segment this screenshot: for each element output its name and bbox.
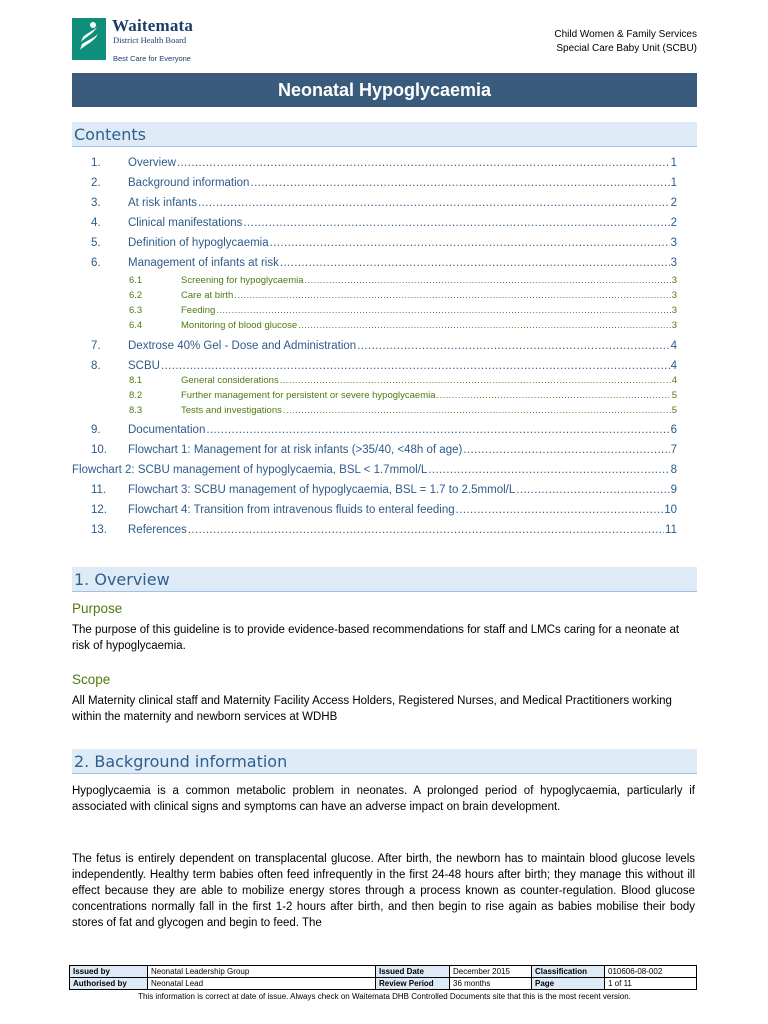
toc-leader [280,375,671,386]
review-period-value: 36 months [450,978,532,990]
toc-item-background[interactable] [91,177,677,193]
toc-subitem-feeding[interactable] [129,305,677,319]
toc-page: 9 [670,484,677,496]
toc-number: 1. [91,157,101,169]
toc-leader [177,157,670,169]
table-row [70,966,697,978]
toc-item-references[interactable] [91,524,677,540]
authorised-by-value: Neonatal Lead [148,978,376,990]
toc-number: 4. [91,217,101,229]
toc-page: 10 [664,504,677,516]
toc-label: Definition of hypoglycaemia [128,237,269,249]
toc-page: 1 [670,157,677,169]
toc-page: 8 [670,464,677,476]
toc-subitem-monitoring[interactable] [129,320,677,334]
toc-leader [206,424,669,436]
logo-subtitle: District Health Board [113,35,187,45]
logo [72,16,212,66]
toc-item-scbu[interactable] [91,360,677,376]
scope-text: All Maternity clinical staff and Maternity Facility Access Holders, Registered Nurses, and Medical Practitioners working within the maternity and newborn services at WDHB [72,695,672,723]
toc-label: Flowchart 3: SCBU management of hypoglycaemia, BSL = 1.7 to 2.5mmol/L [128,484,516,496]
toc-number: 3. [91,197,101,209]
table-row [70,978,697,990]
toc-item-definition[interactable] [91,237,677,253]
department-line-2: Special Care Baby Unit (SCBU) [556,43,697,54]
issued-by-label: Issued by [70,966,148,978]
toc-number: 11. [91,484,107,496]
toc-number: 12. [91,504,107,516]
toc-label: Management of infants at risk [128,257,279,269]
toc-page: 3 [671,305,677,316]
page-header [72,16,697,68]
page-label: Page [532,978,605,990]
toc-label: Screening for hypoglycaemia [181,275,304,286]
toc-page: 4 [670,360,677,372]
background-heading: 2. Background information [72,749,697,774]
authorised-by-label: Authorised by [70,978,148,990]
toc-label: Overview [128,157,176,169]
toc-number: 8.1 [129,375,143,386]
toc-item-overview[interactable] [91,157,677,173]
toc-number: 6. [91,257,101,269]
toc-number: 7. [91,340,101,352]
toc-subitem-general-considerations[interactable] [129,375,677,389]
toc-label: Background information [128,177,250,189]
toc-leader [516,484,669,496]
toc-leader [280,257,670,269]
toc-label: Monitoring of blood glucose [181,320,298,331]
purpose-heading: Purpose [72,601,123,616]
toc-subitem-further-management[interactable] [129,390,677,404]
toc-leader [283,405,671,416]
toc-page: 3 [671,275,677,286]
logo-name: Waitemata [112,16,194,35]
toc-label: Feeding [181,305,216,316]
toc-label: Tests and investigations [181,405,282,416]
toc-page: 2 [670,197,677,209]
toc-item-flowchart-4[interactable] [91,504,677,520]
toc-item-dextrose-gel[interactable] [91,340,677,356]
background-paragraph-2: The fetus is entirely dependent on transplacental glucose. After birth, the newborn has to maintain blood glucose levels independently. Healthy term babies often feed infrequently in the first 24-48 hours after birth; they manage this without ill effect because they are able to mobilize energy stores through a process known as counter-regulation. Blood glucose concentrations normally fall in the first 1-2 hours after birth, and then begin to rise again as babies mobilise their body stores of fat and glycogen and begin to feed. The [72,853,695,929]
toc-page: 1 [670,177,677,189]
toc-label: General considerations [181,375,279,386]
contents-heading: Contents [72,122,697,147]
document-control-table [69,965,697,990]
toc-item-documentation[interactable] [91,424,677,440]
toc-subitem-care-at-birth[interactable] [129,290,677,304]
toc-number: 13. [91,524,107,536]
toc-leader [298,320,671,331]
toc-number: 8. [91,360,101,372]
toc-number: 6.1 [129,275,143,286]
background-paragraph-1: Hypoglycaemia is a common metabolic problem in neonates. A prolonged period of hypoglycaemia, particularly if associated with clinical signs and symptoms can have an adverse impact on brain development. [72,785,695,813]
toc-page: 4 [670,340,677,352]
toc-page: 11 [665,524,677,536]
toc-item-at-risk-infants[interactable] [91,197,677,213]
toc-label: Clinical manifestations [128,217,243,229]
toc-label: Care at birth [181,290,234,301]
toc-number: 8.2 [129,390,143,401]
toc-label: Further management for persistent or severe hypoglycaemia [181,390,436,401]
toc-number: 6.3 [129,305,143,316]
toc-page: 5 [671,390,677,401]
toc-leader [357,340,669,352]
toc-item-clinical-manifestations[interactable] [91,217,677,233]
toc-label: Documentation [128,424,206,436]
toc-item-flowchart-2[interactable] [72,464,677,480]
toc-page: 7 [670,444,677,456]
review-period-label: Review Period [376,978,450,990]
toc-item-flowchart-1[interactable] [91,444,677,460]
toc-number: 9. [91,424,101,436]
logo-tagline: Best Care for Everyone [113,54,191,63]
classification-label: Classification [532,966,605,978]
toc-label: SCBU [128,360,160,372]
toc-leader [428,464,669,476]
issued-date-value: December 2015 [450,966,532,978]
toc-page: 3 [670,257,677,269]
toc-page: 6 [670,424,677,436]
toc-leader [188,524,664,536]
toc-page: 4 [671,375,677,386]
toc-item-management[interactable] [91,257,677,273]
toc-item-flowchart-3[interactable] [91,484,677,500]
toc-page: 3 [671,320,677,331]
issued-by-value: Neonatal Leadership Group [148,966,376,978]
classification-value: 010606-08-002 [605,966,697,978]
toc-leader [456,504,664,516]
department-info [554,28,697,56]
page-value: 1 of 11 [605,978,697,990]
toc-number: 6.2 [129,290,143,301]
toc-number: 10. [91,444,107,456]
department-line-1: Child Women & Family Services [554,29,697,40]
toc-page: 3 [671,290,677,301]
toc-subitem-tests[interactable] [129,405,677,419]
toc-leader [198,197,670,209]
toc-subitem-screening[interactable] [129,275,677,289]
toc-label: Flowchart 1: Management for at risk infants (>35/40, <48h of age) [128,444,463,456]
issued-date-label: Issued Date [376,966,450,978]
logo-mark-icon [72,18,106,60]
toc-page: 3 [670,237,677,249]
toc-number: 5. [91,237,101,249]
toc-number: 8.3 [129,405,143,416]
toc-label: At risk infants [128,197,198,209]
overview-heading: 1. Overview [72,567,697,592]
toc-leader [161,360,670,372]
toc-leader [234,290,670,301]
toc-leader [305,275,671,286]
toc-page: 5 [671,405,677,416]
toc-leader [463,444,669,456]
toc-leader [243,217,669,229]
toc-leader [216,305,670,316]
footer-disclaimer: This information is correct at date of issue. Always check on Waitemata DHB Controlled Documents site that this is the most recent version. [138,992,631,1001]
toc-leader [270,237,670,249]
toc-page: 2 [670,217,677,229]
toc-label: Flowchart 4: Transition from intravenous fluids to enteral feeding [128,504,455,516]
scope-heading: Scope [72,672,111,687]
toc-label: Dextrose 40% Gel - Dose and Administration [128,340,357,352]
toc-label: Flowchart 2: SCBU management of hypoglycaemia, BSL < 1.7mmol/L [72,464,428,476]
document-title: Neonatal Hypoglycaemia [72,73,697,107]
purpose-text: The purpose of this guideline is to provide evidence-based recommendations for staff and LMCs caring for a neonate at risk of hypoglycaemia. [72,624,680,652]
toc-number: 2. [91,177,101,189]
toc-leader [250,177,669,189]
toc-number: 6.4 [129,320,143,331]
toc-leader [437,390,671,401]
toc-label: References [128,524,187,536]
